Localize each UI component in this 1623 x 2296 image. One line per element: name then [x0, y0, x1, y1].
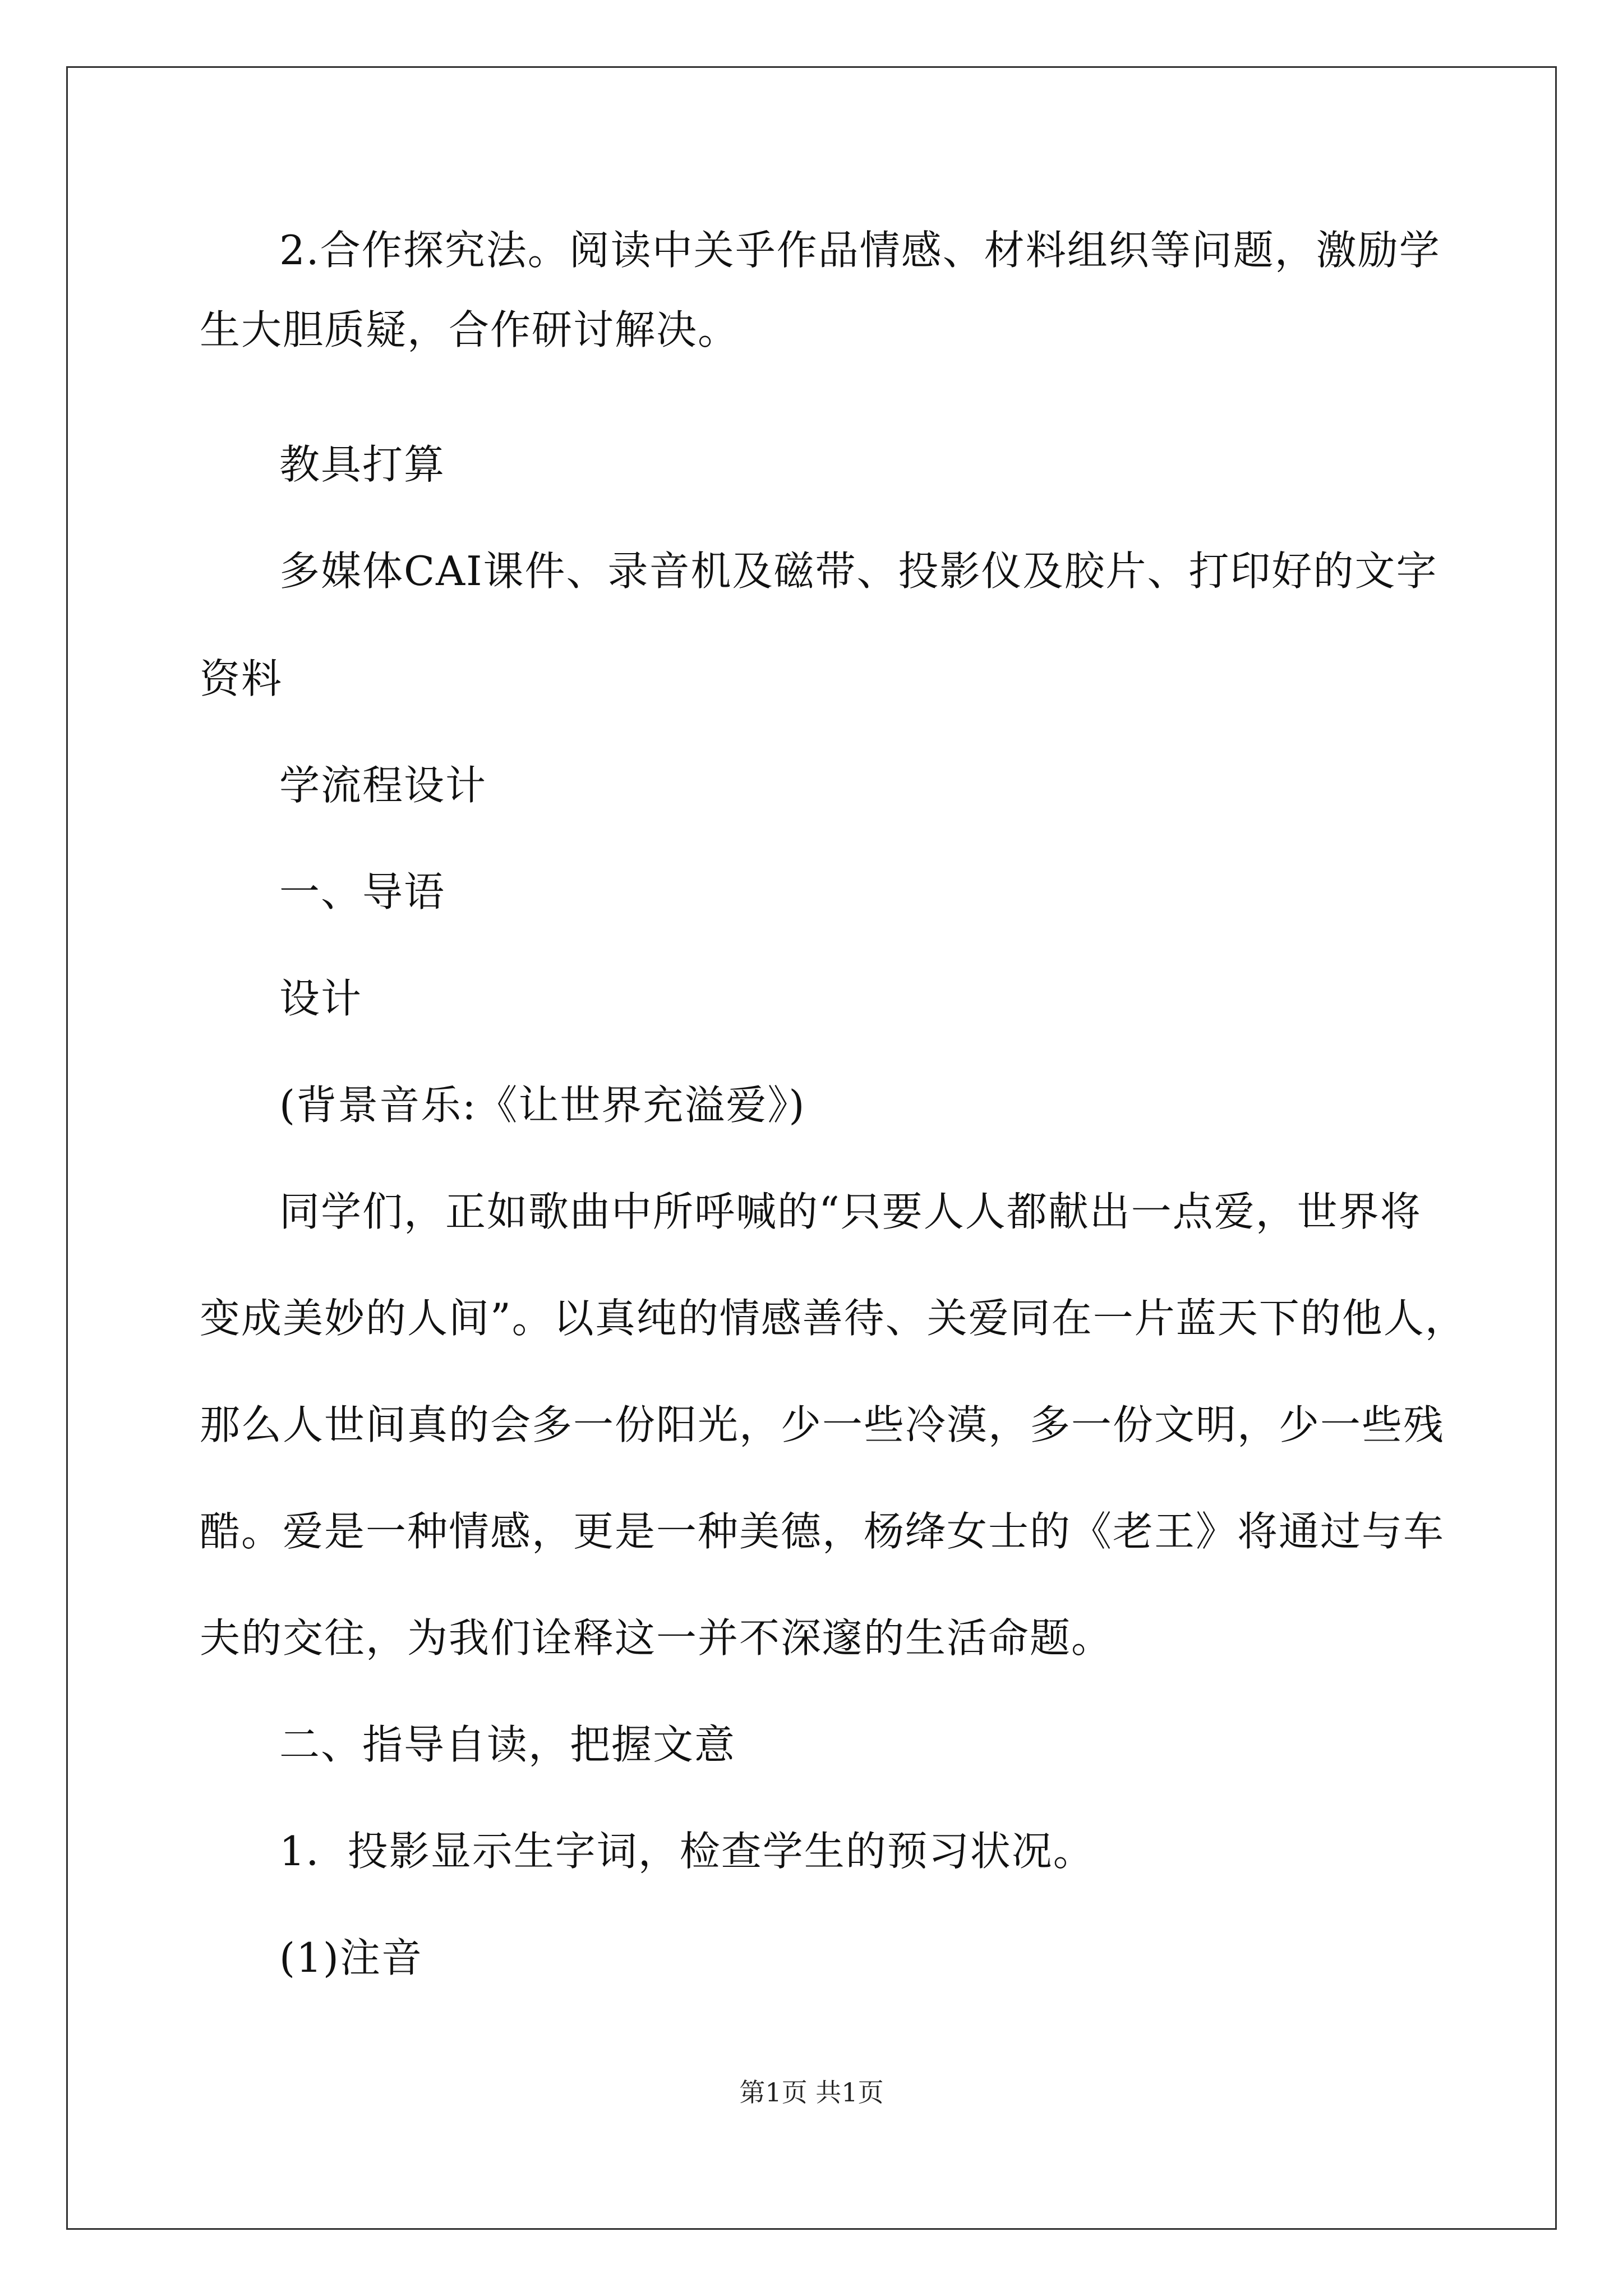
paragraph-line: 资料: [200, 655, 283, 702]
paragraph-line: 夫的交往，为我们诠释这一并不深邃的生活命题。: [200, 1614, 1113, 1662]
paragraph-line: 那么人世间真的会多一份阳光，少一些冷漠，多一份文明，少一些残: [200, 1401, 1445, 1448]
paragraph-line: 多媒体CAI课件、录音机及磁带、投影仪及胶片、打印好的文字: [279, 547, 1438, 595]
page-footer: 第1页 共1页: [739, 2077, 884, 2108]
page-border: [66, 66, 1557, 2230]
section-heading: 二、指导自读，把握文意: [279, 1721, 736, 1768]
paragraph-line: (背景音乐:《让世界充溢爱》): [279, 1082, 806, 1129]
section-heading: 学流程设计: [279, 762, 487, 809]
section-heading: 教具打算: [279, 441, 446, 488]
paragraph-line: (1)注音: [279, 1934, 423, 1981]
paragraph-line: 2.合作探究法。阅读中关乎作品情感、材料组织等问题，激励学: [279, 227, 1441, 274]
paragraph-line: 酷。爱是一种情感，更是一种美德，杨绛女士的《老王》将通过与车: [200, 1508, 1445, 1555]
section-heading: 一、导语: [279, 868, 446, 915]
paragraph-line: 同学们，正如歌曲中所呼喊的“只要人人都献出一点爱，世界将: [279, 1188, 1422, 1235]
paragraph-line: 1．投影显示生字词，检查学生的预习状况。: [279, 1828, 1095, 1875]
paragraph-line: 变成美妙的人间”。以真纯的情感善待、关爱同在一片蓝天下的他人，: [200, 1295, 1467, 1342]
paragraph-line: 生大胆质疑，合作研讨解决。: [200, 306, 740, 353]
section-heading: 设计: [279, 975, 363, 1022]
